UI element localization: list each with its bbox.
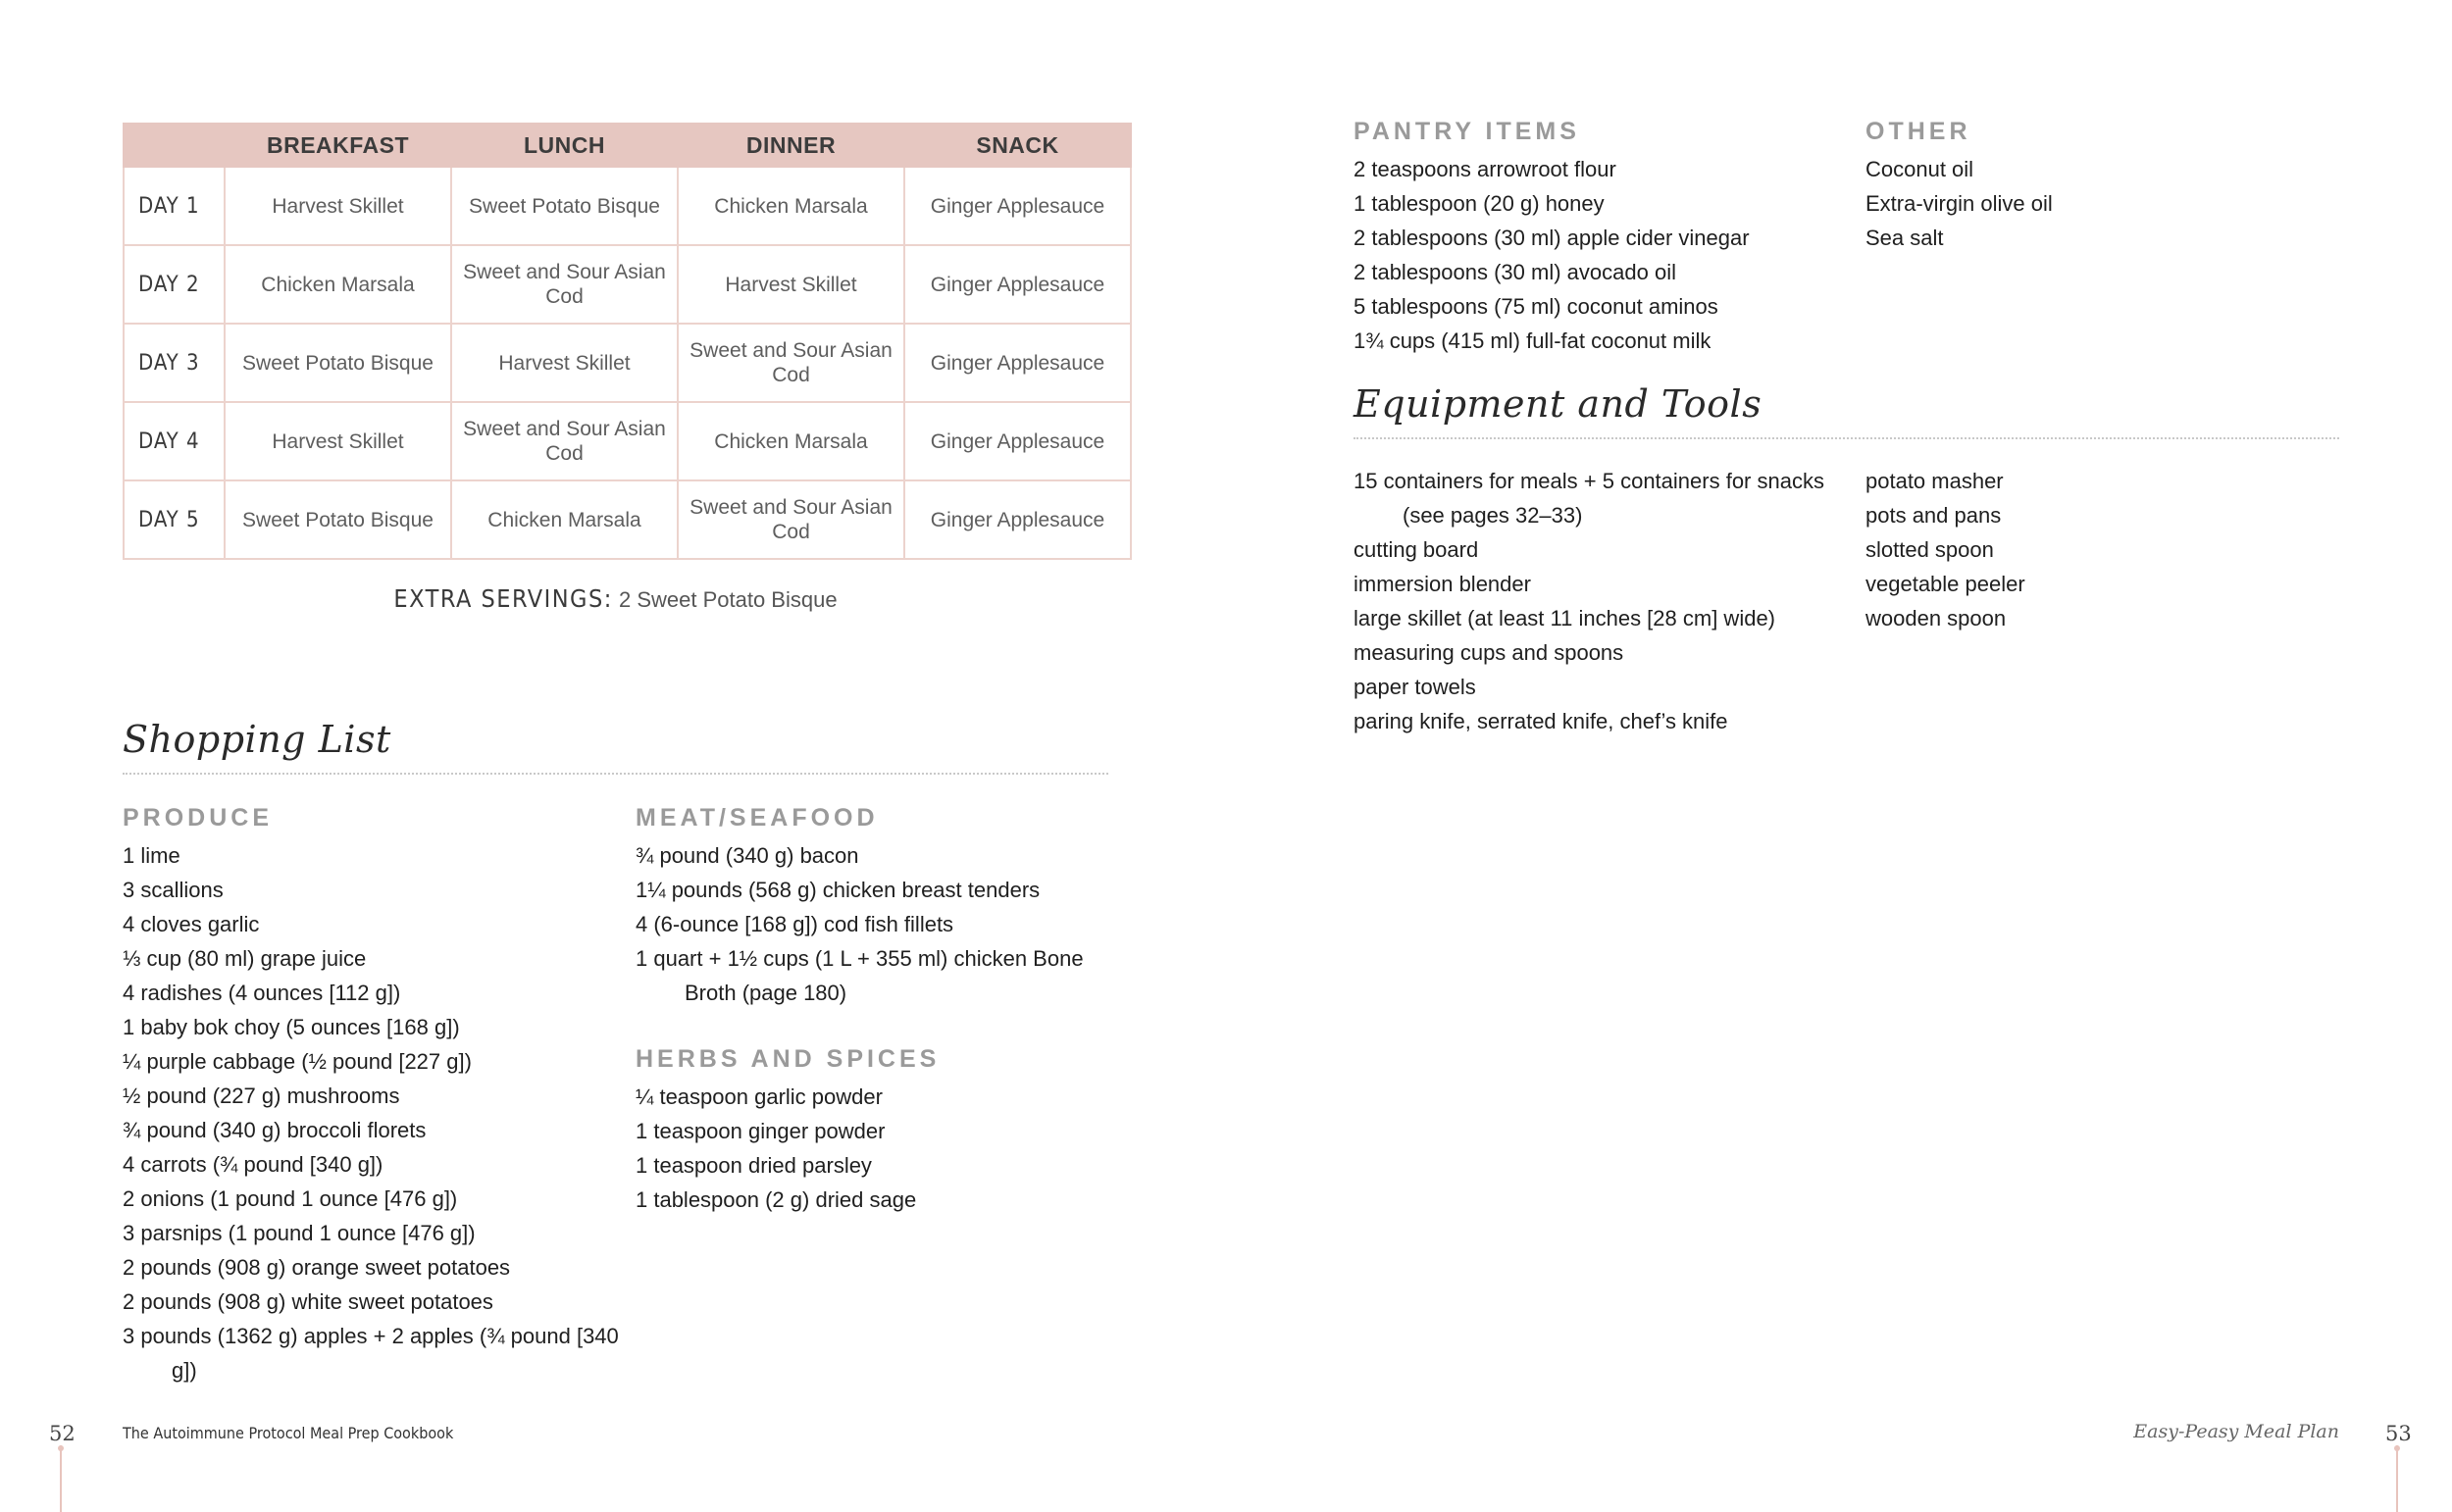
lunch-cell: Chicken Marsala xyxy=(451,480,678,559)
list-item: 3 parsnips (1 pound 1 ounce [476 g]) xyxy=(123,1221,476,1245)
list-item: ½ pound (227 g) mushrooms xyxy=(123,1084,400,1108)
dinner-cell: Sweet and Sour Asian Cod xyxy=(678,324,904,402)
list-item: measuring cups and spoons xyxy=(1354,640,1624,665)
list-item: 4 carrots (¾ pound [340 g]) xyxy=(123,1152,383,1177)
dinner-cell: Chicken Marsala xyxy=(678,167,904,245)
produce-heading: PRODUCE xyxy=(123,804,274,832)
list-item: potato masher xyxy=(1865,469,2004,493)
list-item: 2 tablespoons (30 ml) avocado oil xyxy=(1354,260,1676,284)
book-title: The Autoimmune Protocol Meal Prep Cookbook xyxy=(123,1424,454,1442)
equipment-col1 xyxy=(1354,464,1844,738)
list-item: 15 containers for meals + 5 containers for snacks (see pages 32–33) xyxy=(1354,469,1824,528)
list-item: 3 scallions xyxy=(123,878,224,902)
list-item: 4 radishes (4 ounces [112 g]) xyxy=(123,981,401,1005)
produce-list xyxy=(123,838,623,1387)
snack-cell: Ginger Applesauce xyxy=(904,245,1131,324)
list-item: ¼ purple cabbage (½ pound [227 g]) xyxy=(123,1049,472,1074)
day-label: DAY 5 xyxy=(124,480,225,559)
equipment-list-2 xyxy=(1865,464,2336,635)
list-item: Sea salt xyxy=(1865,226,1944,250)
extra-servings-value: 2 Sweet Potato Bisque xyxy=(618,587,838,612)
left-marker-line xyxy=(60,1445,62,1512)
table-row xyxy=(124,402,1131,480)
list-item: wooden spoon xyxy=(1865,606,2007,630)
snack-cell: Ginger Applesauce xyxy=(904,402,1131,480)
list-item: ⅓ cup (80 ml) grape juice xyxy=(123,946,367,971)
pantry-list xyxy=(1354,152,1864,358)
header-snack: SNACK xyxy=(904,124,1131,167)
header-corner xyxy=(124,124,225,167)
list-item: 1 baby bok choy (5 ounces [168 g]) xyxy=(123,1015,460,1039)
list-item: 1 tablespoon (2 g) dried sage xyxy=(636,1187,917,1212)
list-item: paper towels xyxy=(1354,675,1476,699)
table-row xyxy=(124,324,1131,402)
chapter-title: Easy-Peasy Meal Plan xyxy=(2133,1421,2339,1442)
list-item: ¾ pound (340 g) bacon xyxy=(636,843,859,868)
right-page-number: 53 xyxy=(2385,1422,2412,1445)
lunch-cell: Harvest Skillet xyxy=(451,324,678,402)
list-item: 2 pounds (908 g) white sweet potatoes xyxy=(123,1289,493,1314)
list-item: 4 cloves garlic xyxy=(123,912,260,936)
breakfast-cell: Harvest Skillet xyxy=(225,402,451,480)
list-item: ¼ teaspoon garlic powder xyxy=(636,1084,883,1109)
list-item: 1¾ cups (415 ml) full-fat coconut milk xyxy=(1354,328,1711,353)
list-item: 1 teaspoon ginger powder xyxy=(636,1119,886,1143)
snack-cell: Ginger Applesauce xyxy=(904,167,1131,245)
list-item: 2 teaspoons arrowroot flour xyxy=(1354,157,1616,181)
table-row xyxy=(124,245,1131,324)
list-item: cutting board xyxy=(1354,537,1479,562)
shopping-divider xyxy=(123,773,1108,775)
list-item: vegetable peeler xyxy=(1865,572,2025,596)
day-label: DAY 2 xyxy=(124,245,225,324)
list-item: large skillet (at least 11 inches [28 cm] wide) xyxy=(1354,606,1775,630)
breakfast-cell: Chicken Marsala xyxy=(225,245,451,324)
list-item: paring knife, serrated knife, chef’s knife xyxy=(1354,709,1728,733)
extra-servings-label: EXTRA SERVINGS: xyxy=(393,584,613,613)
table-row xyxy=(124,167,1131,245)
breakfast-cell: Harvest Skillet xyxy=(225,167,451,245)
equipment-list-1 xyxy=(1354,464,1844,738)
snack-cell: Ginger Applesauce xyxy=(904,324,1131,402)
other-list xyxy=(1865,152,2336,255)
lunch-cell: Sweet and Sour Asian Cod xyxy=(451,245,678,324)
list-item: 3 pounds (1362 g) apples + 2 apples (¾ pound [340 g]) xyxy=(123,1324,619,1383)
meat-list xyxy=(636,838,1106,1010)
breakfast-cell: Sweet Potato Bisque xyxy=(225,324,451,402)
extra-servings xyxy=(123,584,1108,613)
shopping-list-title: Shopping List xyxy=(123,718,391,761)
list-item: 1 tablespoon (20 g) honey xyxy=(1354,191,1605,216)
header-breakfast: BREAKFAST xyxy=(225,124,451,167)
list-item: immersion blender xyxy=(1354,572,1531,596)
other-section xyxy=(1865,118,2336,255)
day-label: DAY 3 xyxy=(124,324,225,402)
list-item: 1 quart + 1½ cups (1 L + 355 ml) chicken Bone Broth (page 180) xyxy=(636,946,1084,1005)
dinner-cell: Harvest Skillet xyxy=(678,245,904,324)
list-item: 4 (6-ounce [168 g]) cod fish fillets xyxy=(636,912,954,936)
dinner-cell: Sweet and Sour Asian Cod xyxy=(678,480,904,559)
day-label: DAY 1 xyxy=(124,167,225,245)
breakfast-cell: Sweet Potato Bisque xyxy=(225,480,451,559)
right-marker-line xyxy=(2396,1445,2398,1512)
pantry-heading: PANTRY ITEMS xyxy=(1354,118,1580,145)
lunch-cell: Sweet Potato Bisque xyxy=(451,167,678,245)
list-item: ¾ pound (340 g) broccoli florets xyxy=(123,1118,427,1142)
list-item: 1 lime xyxy=(123,843,180,868)
header-dinner: DINNER xyxy=(678,124,904,167)
lunch-cell: Sweet and Sour Asian Cod xyxy=(451,402,678,480)
equipment-divider xyxy=(1354,437,2339,439)
left-page-number: 52 xyxy=(49,1422,76,1445)
list-item: Extra-virgin olive oil xyxy=(1865,191,2053,216)
list-item: 2 onions (1 pound 1 ounce [476 g]) xyxy=(123,1186,458,1211)
list-item: 5 tablespoons (75 ml) coconut aminos xyxy=(1354,294,1718,319)
meat-heading: MEAT/SEAFOOD xyxy=(636,804,879,832)
herbs-section xyxy=(636,1045,1106,1217)
other-heading: OTHER xyxy=(1865,118,1971,145)
pantry-section xyxy=(1354,118,1864,358)
list-item: 2 pounds (908 g) orange sweet potatoes xyxy=(123,1255,511,1280)
meal-plan-table xyxy=(123,123,1132,560)
meat-section xyxy=(636,804,1106,1010)
herbs-heading: HERBS AND SPICES xyxy=(636,1045,941,1073)
produce-section xyxy=(123,804,623,1387)
list-item: 1¼ pounds (568 g) chicken breast tenders xyxy=(636,878,1041,902)
equipment-col2 xyxy=(1865,464,2336,635)
list-item: pots and pans xyxy=(1865,503,2002,528)
list-item: 1 teaspoon dried parsley xyxy=(636,1153,872,1178)
table-header-row xyxy=(124,124,1131,167)
list-item: slotted spoon xyxy=(1865,537,1994,562)
herbs-list xyxy=(636,1080,1106,1217)
table-row xyxy=(124,480,1131,559)
dinner-cell: Chicken Marsala xyxy=(678,402,904,480)
day-label: DAY 4 xyxy=(124,402,225,480)
list-item: 2 tablespoons (30 ml) apple cider vinegar xyxy=(1354,226,1750,250)
header-lunch: LUNCH xyxy=(451,124,678,167)
list-item: Coconut oil xyxy=(1865,157,1974,181)
snack-cell: Ginger Applesauce xyxy=(904,480,1131,559)
equipment-title: Equipment and Tools xyxy=(1354,382,1762,426)
